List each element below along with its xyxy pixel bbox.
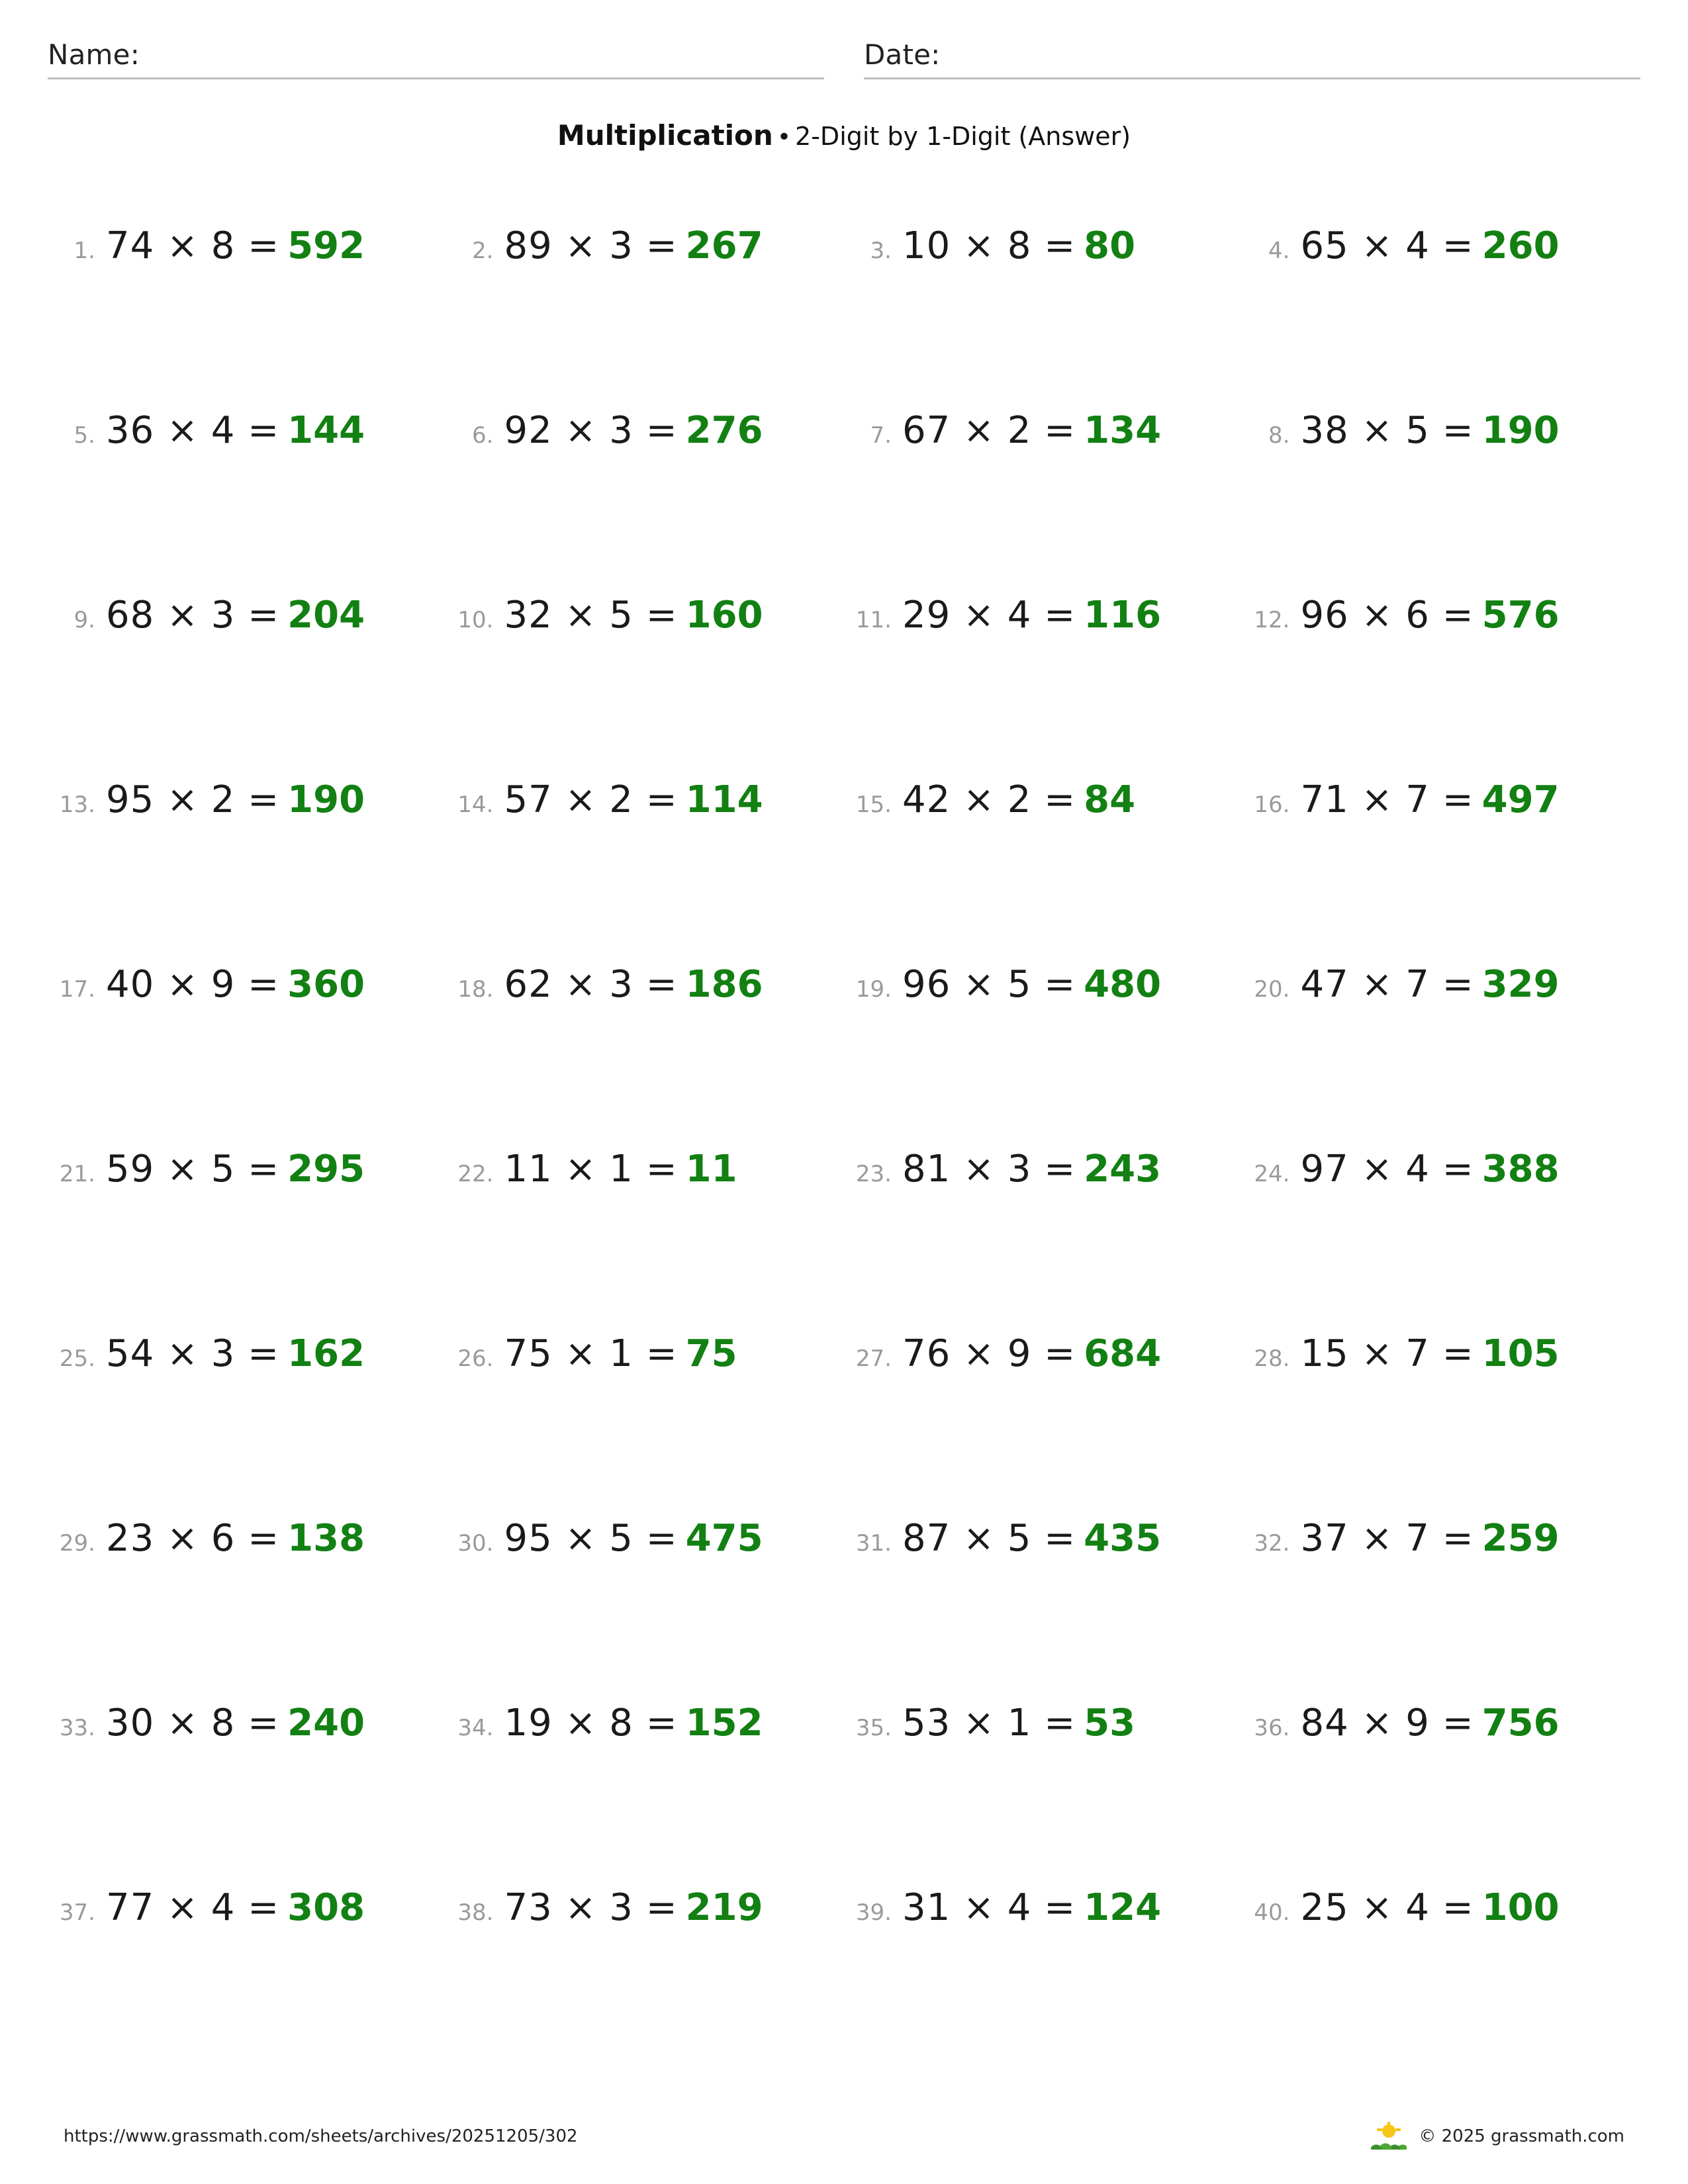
problem-expression: 96 × 5 = (902, 963, 1076, 1006)
name-label: Name: (48, 38, 140, 71)
problem-number: 2. (472, 238, 494, 264)
problem-answer: 75 (685, 1332, 737, 1375)
problem-item (844, 1886, 1243, 1929)
title-separator: • (776, 124, 792, 151)
problem-number: 3. (870, 238, 892, 264)
problem-number: 19. (855, 976, 892, 1003)
problem-number: 37. (59, 1899, 95, 1926)
problem-item (1243, 409, 1641, 452)
problem-answer: 259 (1481, 1517, 1560, 1560)
problem-expression: 53 × 1 = (902, 1702, 1076, 1745)
problem-answer: 11 (685, 1148, 737, 1191)
problem-item (844, 409, 1243, 452)
problem-expression: 95 × 2 = (106, 778, 280, 821)
problem-item (48, 1702, 446, 1745)
problem-number: 8. (1268, 422, 1290, 449)
problem-answer: 276 (685, 409, 763, 452)
problem-answer: 267 (685, 224, 763, 267)
problem-answer: 497 (1481, 778, 1560, 821)
problem-number: 31. (855, 1530, 892, 1557)
problem-item (446, 409, 845, 452)
problem-number: 29. (59, 1530, 95, 1557)
problem-expression: 57 × 2 = (504, 778, 678, 821)
problem-expression: 59 × 5 = (106, 1148, 280, 1191)
problem-item (48, 224, 446, 267)
problem-number: 34. (457, 1715, 494, 1741)
problem-expression: 36 × 4 = (106, 409, 280, 452)
problem-answer: 84 (1084, 778, 1136, 821)
problem-answer: 138 (287, 1517, 365, 1560)
problem-answer: 100 (1481, 1886, 1560, 1929)
problem-answer: 204 (287, 594, 365, 637)
problem-number: 40. (1254, 1899, 1290, 1926)
problem-number: 38. (457, 1899, 494, 1926)
problem-item (446, 594, 845, 637)
problem-answer: 295 (287, 1148, 365, 1191)
problem-answer: 435 (1084, 1517, 1162, 1560)
problem-number: 11. (855, 607, 892, 633)
problem-answer: 124 (1084, 1886, 1162, 1929)
problem-answer: 144 (287, 409, 365, 452)
problem-number: 6. (472, 422, 494, 449)
problem-number: 1. (73, 238, 95, 264)
problem-number: 32. (1254, 1530, 1290, 1557)
problem-item (446, 1332, 845, 1375)
problem-expression: 76 × 9 = (902, 1332, 1076, 1375)
problem-item (48, 778, 446, 821)
problem-answer: 53 (1084, 1702, 1136, 1745)
problem-expression: 95 × 5 = (504, 1517, 678, 1560)
problem-number: 35. (855, 1715, 892, 1741)
problem-item (1243, 1517, 1641, 1560)
problem-item (1243, 1702, 1641, 1745)
problem-answer: 116 (1084, 594, 1162, 637)
footer-url[interactable]: https://www.grassmath.com/sheets/archives/20251205/302 (64, 2126, 578, 2146)
problem-item (446, 1517, 845, 1560)
problem-item (844, 594, 1243, 637)
problem-number: 17. (59, 976, 95, 1003)
problem-expression: 19 × 8 = (504, 1702, 678, 1745)
problem-answer: 475 (685, 1517, 763, 1560)
problem-expression: 77 × 4 = (106, 1886, 280, 1929)
problem-answer: 190 (1481, 409, 1560, 452)
problem-item (48, 1148, 446, 1191)
problem-answer: 190 (287, 778, 365, 821)
problem-expression: 62 × 3 = (504, 963, 678, 1006)
problem-expression: 65 × 4 = (1300, 224, 1474, 267)
problem-item (446, 1702, 845, 1745)
problem-item (1243, 1332, 1641, 1375)
problem-number: 25. (59, 1345, 95, 1372)
problem-item (1243, 778, 1641, 821)
problem-item (1243, 1148, 1641, 1191)
problem-expression: 68 × 3 = (106, 594, 280, 637)
footer-brand (1371, 2123, 1624, 2150)
worksheet-header (48, 38, 1640, 79)
problem-expression: 40 × 9 = (106, 963, 280, 1006)
problem-number: 10. (457, 607, 494, 633)
problem-expression: 32 × 5 = (504, 594, 678, 637)
problem-item (844, 1702, 1243, 1745)
problem-expression: 47 × 7 = (1300, 963, 1474, 1006)
problem-expression: 97 × 4 = (1300, 1148, 1474, 1191)
copyright-text: © 2025 grassmath.com (1419, 2126, 1624, 2146)
problem-item (844, 778, 1243, 821)
problem-number: 27. (855, 1345, 892, 1372)
problem-answer: 684 (1084, 1332, 1162, 1375)
problem-expression: 38 × 5 = (1300, 409, 1474, 452)
problem-number: 7. (870, 422, 892, 449)
problem-number: 5. (73, 422, 95, 449)
problem-item (1243, 1886, 1641, 1929)
problem-expression: 25 × 4 = (1300, 1886, 1474, 1929)
problem-expression: 31 × 4 = (902, 1886, 1076, 1929)
problem-item (446, 224, 845, 267)
problem-expression: 37 × 7 = (1300, 1517, 1474, 1560)
problem-number: 12. (1254, 607, 1290, 633)
problem-number: 30. (457, 1530, 494, 1557)
problem-item (1243, 594, 1641, 637)
problem-answer: 162 (287, 1332, 365, 1375)
problem-answer: 480 (1084, 963, 1162, 1006)
problem-item (844, 1517, 1243, 1560)
problem-item (1243, 224, 1641, 267)
problem-expression: 73 × 3 = (504, 1886, 678, 1929)
worksheet-footer (64, 2123, 1624, 2150)
problem-expression: 92 × 3 = (504, 409, 678, 452)
problem-answer: 260 (1481, 224, 1560, 267)
problem-answer: 219 (685, 1886, 763, 1929)
problem-expression: 54 × 3 = (106, 1332, 280, 1375)
problem-expression: 89 × 3 = (504, 224, 678, 267)
problem-item (48, 1517, 446, 1560)
problem-expression: 30 × 8 = (106, 1702, 280, 1745)
problem-number: 33. (59, 1715, 95, 1741)
problem-number: 39. (855, 1899, 892, 1926)
problem-answer: 308 (287, 1886, 365, 1929)
problem-expression: 67 × 2 = (902, 409, 1076, 452)
problem-answer: 592 (287, 224, 365, 267)
problem-answer: 576 (1481, 594, 1560, 637)
problem-number: 15. (855, 792, 892, 818)
problem-expression: 29 × 4 = (902, 594, 1076, 637)
problem-expression: 74 × 8 = (106, 224, 280, 267)
problem-number: 18. (457, 976, 494, 1003)
problem-number: 26. (457, 1345, 494, 1372)
problem-number: 13. (59, 792, 95, 818)
problem-item (48, 409, 446, 452)
problem-expression: 84 × 9 = (1300, 1702, 1474, 1745)
problem-item (48, 1886, 446, 1929)
problem-number: 23. (855, 1161, 892, 1187)
problem-number: 24. (1254, 1161, 1290, 1187)
problem-number: 9. (73, 607, 95, 633)
problem-item (844, 224, 1243, 267)
problem-expression: 23 × 6 = (106, 1517, 280, 1560)
problem-item (844, 963, 1243, 1006)
problem-answer: 243 (1084, 1148, 1162, 1191)
problem-answer: 360 (287, 963, 365, 1006)
problem-item (844, 1332, 1243, 1375)
problem-answer: 240 (287, 1702, 365, 1745)
sun-grass-icon (1371, 2123, 1407, 2150)
problem-expression: 81 × 3 = (902, 1148, 1076, 1191)
problem-answer: 756 (1481, 1702, 1560, 1745)
problem-item (446, 1148, 845, 1191)
problem-item (446, 963, 845, 1006)
title-subtitle: 2-Digit by 1-Digit (Answer) (795, 122, 1131, 151)
page-title (48, 119, 1640, 152)
problem-grid (48, 224, 1640, 2071)
problem-item (446, 1886, 845, 1929)
problem-answer: 114 (685, 778, 763, 821)
problem-item (844, 1148, 1243, 1191)
problem-number: 14. (457, 792, 494, 818)
problem-expression: 10 × 8 = (902, 224, 1076, 267)
problem-item (48, 1332, 446, 1375)
problem-expression: 87 × 5 = (902, 1517, 1076, 1560)
name-field[interactable] (48, 38, 824, 79)
problem-expression: 96 × 6 = (1300, 594, 1474, 637)
problem-expression: 71 × 7 = (1300, 778, 1474, 821)
problem-answer: 160 (685, 594, 763, 637)
date-field[interactable] (864, 38, 1640, 79)
problem-expression: 15 × 7 = (1300, 1332, 1474, 1375)
problem-expression: 75 × 1 = (504, 1332, 678, 1375)
problem-number: 21. (59, 1161, 95, 1187)
problem-item (1243, 963, 1641, 1006)
problem-answer: 152 (685, 1702, 763, 1745)
problem-number: 16. (1254, 792, 1290, 818)
problem-item (48, 594, 446, 637)
problem-answer: 186 (685, 963, 763, 1006)
problem-item (48, 963, 446, 1006)
date-label: Date: (864, 38, 941, 71)
problem-expression: 11 × 1 = (504, 1148, 678, 1191)
problem-number: 22. (457, 1161, 494, 1187)
problem-expression: 42 × 2 = (902, 778, 1076, 821)
problem-number: 36. (1254, 1715, 1290, 1741)
problem-answer: 134 (1084, 409, 1162, 452)
problem-number: 20. (1254, 976, 1290, 1003)
problem-item (446, 778, 845, 821)
problem-answer: 329 (1481, 963, 1560, 1006)
problem-number: 4. (1268, 238, 1290, 264)
problem-answer: 105 (1481, 1332, 1560, 1375)
title-main: Multiplication (557, 119, 773, 152)
problem-answer: 388 (1481, 1148, 1560, 1191)
problem-number: 28. (1254, 1345, 1290, 1372)
problem-answer: 80 (1084, 224, 1136, 267)
